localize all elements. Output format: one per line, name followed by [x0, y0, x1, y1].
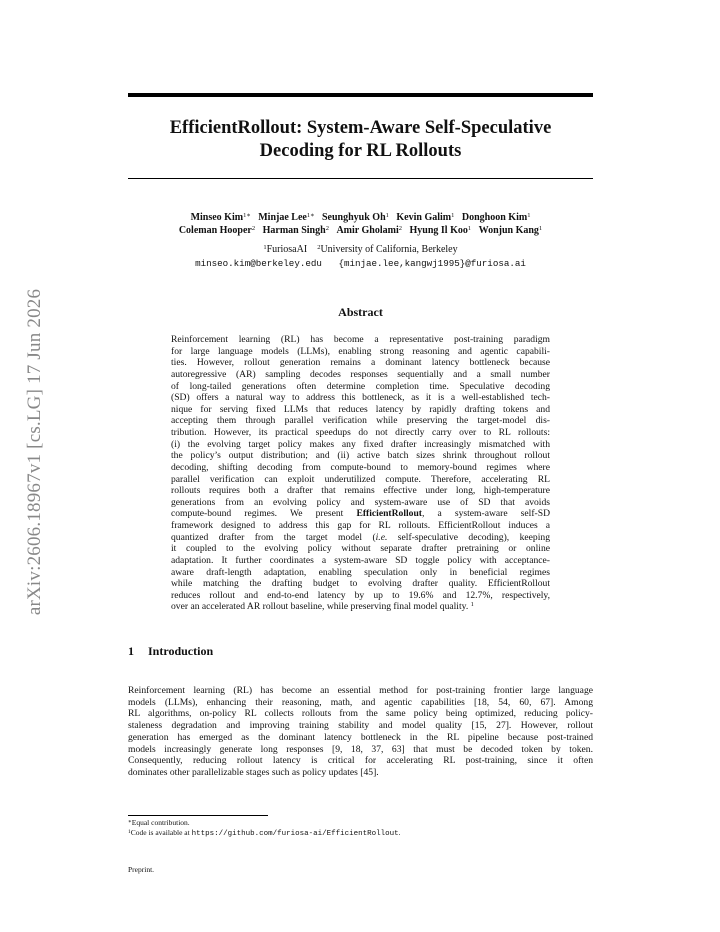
author-name: Wonjun Kang: [478, 225, 539, 236]
title-bottom-rule: [128, 178, 593, 179]
author-affiliation-mark: 2: [251, 225, 256, 232]
arxiv-identifier-stamp: arXiv:2606.18967v1 [cs.LG] 17 Jun 2026: [24, 288, 45, 616]
body-line: dominates other parallelizable stages such as policy updates [45].: [128, 766, 379, 778]
footnote-marker: 1: [470, 601, 474, 609]
abstract-line: it coupled to the evolving policy without separate drafter pretraining or online: [171, 543, 550, 555]
abstract-line: [171, 532, 550, 544]
footnote-text: Code is available at: [130, 828, 192, 837]
body-line: Consequently, reducing rollout latency is critical for accelerating RL post-training, since it often: [128, 755, 593, 767]
affiliation-mark: 2: [317, 244, 321, 251]
section-number: 1: [128, 644, 134, 658]
abstract-line: nique for serving fixed LLMs that reduces latency by rapidly drafting tokens and: [171, 403, 550, 415]
author-name: Minseo Kim: [190, 212, 244, 223]
abstract-line: ties. However, rollout generation remains a dominant latency bottleneck because: [171, 357, 550, 369]
introduction-paragraph: [128, 685, 593, 779]
author-affiliation-mark: 1∗: [306, 212, 315, 219]
code-url-link[interactable]: https://github.com/furiosa-ai/EfficientRollout: [191, 830, 399, 838]
abstract-line: (i) the evolving target policy makes any fixed drafter increasingly mismatched with: [171, 438, 550, 450]
author-emails: [128, 257, 593, 270]
body-line: generation has emerged as the dominant latency bottleneck in the RL pipeline because post-trained: [128, 731, 593, 743]
affiliation-name: University of California, Berkeley: [320, 244, 458, 255]
section-heading: [128, 644, 213, 658]
title-top-rule: [128, 93, 593, 97]
title-line-2: Decoding for RL Rollouts: [259, 141, 462, 161]
preprint-label: Preprint.: [128, 865, 155, 874]
email-address: minseo.kim@berkeley.edu: [195, 258, 322, 269]
abstract-heading: Abstract: [338, 305, 383, 319]
author-line-2: [128, 224, 593, 237]
abstract-line: rollouts requires both a drafter that remains effective under long, high-temperature: [171, 485, 550, 497]
abstract-line: adaptation. It further coordinates a system-aware SD toggle policy with acceptance-: [171, 554, 550, 566]
abstract-line: for large language models (LLMs), enabling strong reasoning and agentic capabili-: [171, 345, 550, 357]
paper-title: [128, 117, 593, 163]
abstract-line: framework designed to address this gap for RL rollouts. EfficientRollout induces a: [171, 520, 550, 531]
author-affiliation-mark: 1: [467, 225, 472, 232]
body-line: staleness degradation and improving training stability and model quality [15, 27]. However, rollout: [128, 720, 593, 732]
author-affiliation-mark: 1: [451, 212, 455, 219]
body-line: models (LLMs), enhancing their reasoning, math, and agentic capabilities [18, 54, 60, 67]. Among: [128, 696, 593, 708]
footnote-text: Equal contribution.: [131, 818, 190, 827]
abstract-line: Reinforcement learning (RL) has become a representative post-training paradigm: [171, 334, 550, 345]
author-name: Kevin Galim: [396, 212, 452, 223]
author-name: Coleman Hooper: [178, 225, 252, 236]
footnote-text: .: [398, 828, 401, 837]
abstract-line: [171, 601, 550, 613]
author-name: Donghoon Kim: [461, 212, 528, 223]
body-line: models increasingly generate long responses [9, 18, 37, 63] that must be decoded token by token.: [128, 743, 593, 755]
author-name: Amir Gholami: [336, 225, 399, 236]
abstract-text-run: self-speculative decoding), keeping: [387, 531, 550, 543]
footnote-mark: 1: [128, 829, 131, 835]
footnote-code: [128, 828, 401, 839]
abstract-text-run: compute-bound regimes. We present: [171, 508, 357, 520]
abstract-text-run: , a system-aware self-SD: [422, 508, 550, 520]
footnotes: [128, 818, 401, 839]
abstract-line: of long-tailed generations often determine completion time. Speculative decoding: [171, 380, 550, 392]
affiliation-name: FuriosaAI: [266, 244, 308, 255]
footnote-equal-contribution: [128, 818, 401, 828]
author-affiliation-mark: 1: [538, 225, 543, 232]
author-name: Hyung Il Koo: [409, 225, 468, 236]
abstract-text-run: quantized drafter from the target model (: [171, 531, 376, 543]
abstract-line: the policy’s output distribution; and (ii) active batch sizes shrink throughout rollout: [171, 450, 550, 462]
method-name-bold: EfficientRollout: [356, 508, 422, 520]
footnote-mark: ∗: [128, 819, 132, 825]
title-line-1: EfficientRollout: System-Aware Self-Speculative: [169, 118, 552, 138]
author-affiliation-mark: 1: [527, 212, 531, 219]
abstract-line: accepting them through parallel verification while preserving the target-model dis-: [171, 415, 550, 427]
body-line: Reinforcement learning (RL) has become an essential method for post-training frontier large language: [128, 685, 593, 696]
abstract-line: aware draft-length adaptation, enabling speculation only in beneficial regimes: [171, 566, 550, 578]
abstract-line: [171, 508, 550, 520]
abstract-text-run: over an accelerated AR rollout baseline, while preserving final model quality.: [171, 601, 471, 613]
abstract-line: reduces rollout and end-to-end latency by up to 19.6% and 12.7%, respectively,: [171, 589, 550, 601]
author-line-1: [128, 211, 593, 224]
email-address: {minjae.lee,kangwj1995}@furiosa.ai: [338, 258, 526, 269]
author-affiliation-mark: 1: [385, 212, 389, 219]
abstract-line: autoregressive (AR) sampling decodes responses sequentially and a small number: [171, 368, 550, 380]
author-affiliation-mark: 2: [325, 225, 329, 232]
author-list: [128, 211, 593, 237]
abstract-line: (SD) offers a natural way to address this bottleneck, as it is a well-established tech-: [171, 392, 550, 404]
affiliation-mark: 1: [263, 244, 267, 251]
abstract-line: decoding, shifting decoding from compute-bound to memory-bound regimes where: [171, 461, 550, 473]
body-line: RL algorithms, on-policy RL collects rollouts from the same policy being optimized, reducing policy-: [128, 708, 593, 720]
abstract-line: tribution. However, its practical speedups do not directly carry over to RL rollouts:: [171, 427, 550, 438]
abstract-line: parallel verification can exploit underutilized compute. Therefore, accelerating RL: [171, 473, 550, 485]
author-name: Harman Singh: [262, 225, 326, 236]
section-title: Introduction: [148, 644, 214, 658]
author-name: Minjae Lee: [258, 212, 307, 223]
footnote-rule: [128, 815, 268, 816]
affiliations: [128, 243, 593, 256]
abstract-line: generations from an evolving policy and system-aware use of SD that avoids: [171, 496, 550, 508]
abstract-italic-run: i.e.: [375, 531, 388, 543]
author-name: Seunghyuk Oh: [322, 212, 386, 223]
author-affiliation-mark: 2: [398, 225, 403, 232]
abstract-line: while matching the drafting budget to evolving drafter quality. EfficientRollout: [171, 578, 550, 590]
abstract-body: [171, 334, 550, 613]
author-affiliation-mark: 1∗: [243, 212, 251, 219]
